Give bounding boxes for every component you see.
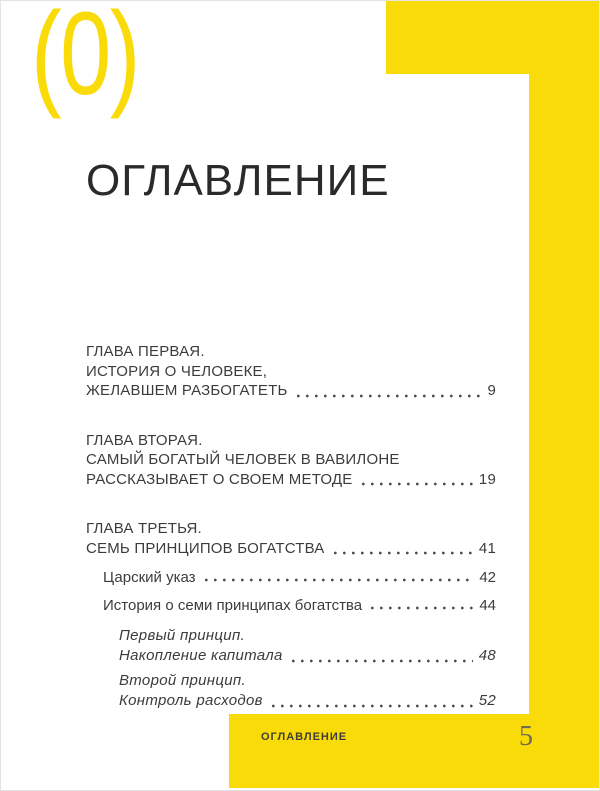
chapter-zero-mark: (0) — [31, 0, 139, 120]
toc-entry-line: История о семи принципах богатства — [103, 597, 363, 614]
dot-leader — [272, 704, 473, 708]
dot-leader — [371, 606, 473, 610]
right-yellow-bar — [529, 1, 600, 788]
toc-page-number: 52 — [478, 692, 496, 709]
toc-entry-chapter-3 — [86, 519, 496, 558]
toc-page-number: 41 — [478, 539, 496, 557]
toc-page-number: 9 — [487, 382, 496, 399]
toc-entry-principle-2 — [119, 671, 496, 711]
toc-entry-section — [103, 598, 496, 613]
footer-running-title: ОГЛАВЛЕНИЕ — [261, 731, 348, 743]
toc-entry-line: Первый принцип. — [119, 627, 245, 644]
footer-band — [229, 714, 600, 788]
toc-page-number: 44 — [479, 597, 496, 614]
toc-entry-line: ГЛАВА ТРЕТЬЯ. — [86, 520, 202, 537]
toc-entry-line: СЕМЬ ПРИНЦИПОВ БОГАТСТВА — [86, 539, 325, 557]
toc-entry-line: ЖЕЛАВШЕМ РАЗБОГАТЕТЬ — [86, 382, 288, 399]
dot-leader — [205, 578, 474, 582]
footer-page-number: 5 — [519, 721, 533, 752]
toc-entry-line: ГЛАВА ВТОРАЯ. — [86, 431, 203, 449]
table-of-contents — [86, 342, 496, 716]
dot-leader — [297, 394, 482, 398]
toc-entry-line: Царский указ — [103, 569, 196, 586]
dot-leader — [362, 482, 473, 486]
toc-page-number: 48 — [478, 647, 496, 664]
toc-entry-line: ИСТОРИЯ О ЧЕЛОВЕКЕ, — [86, 362, 268, 380]
page-title: ОГЛАВЛЕНИЕ — [86, 156, 390, 205]
toc-entry-line: РАССКАЗЫВАЕТ О СВОЕМ МЕТОДЕ — [86, 470, 353, 488]
toc-entry-line: САМЫЙ БОГАТЫЙ ЧЕЛОВЕК В ВАВИЛОНЕ — [86, 451, 400, 468]
toc-entry-line: ГЛАВА ПЕРВАЯ. — [86, 343, 205, 360]
toc-entry-line: Накопление капитала — [119, 647, 283, 664]
toc-entry-line: Контроль расходов — [119, 692, 263, 709]
toc-entry-line: Второй принцип. — [119, 672, 246, 689]
toc-entry-chapter-1 — [86, 342, 496, 401]
dot-leader — [334, 551, 473, 555]
toc-entry-section — [103, 570, 496, 585]
toc-page-number: 42 — [479, 569, 496, 586]
toc-entry-chapter-2 — [86, 431, 496, 490]
dot-leader — [292, 659, 473, 663]
toc-page-number: 19 — [478, 470, 496, 488]
toc-entry-principle-1 — [119, 626, 496, 666]
